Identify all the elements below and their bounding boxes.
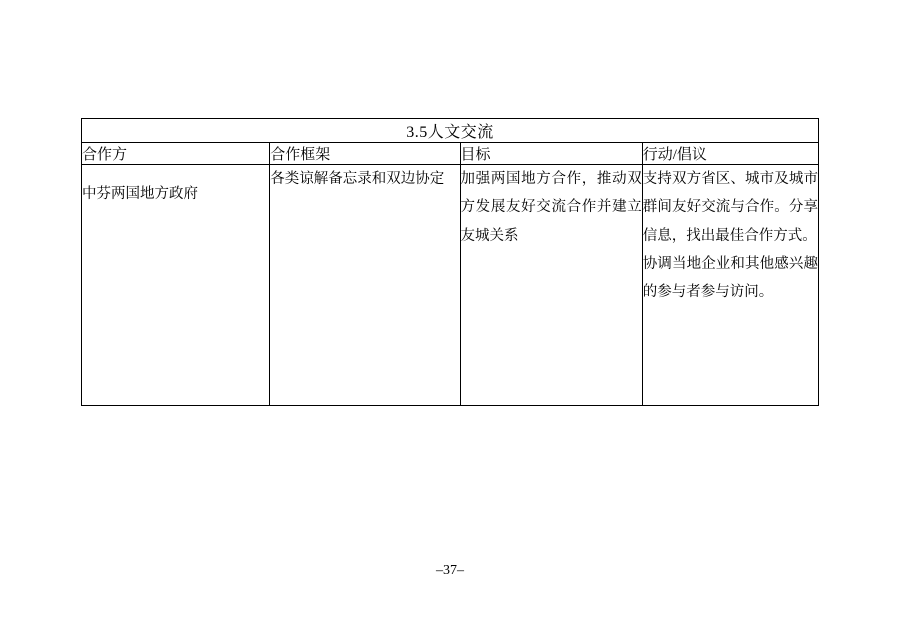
cell-party bbox=[82, 165, 270, 406]
cooperation-table bbox=[81, 118, 819, 406]
cell-actions-paragraph-1: 支持双方省区、城市及城市群间友好交流与合作。分享信息，找出最佳合作方式。 bbox=[642, 171, 818, 244]
cell-party-text: 中芬两国地方政府 bbox=[82, 185, 198, 202]
table-title-row bbox=[82, 119, 819, 143]
table-header-row bbox=[82, 143, 819, 165]
cell-goal bbox=[460, 165, 642, 406]
column-header-goal: 目标 bbox=[460, 143, 642, 165]
cell-actions bbox=[642, 165, 818, 406]
column-header-actions: 行动/倡议 bbox=[642, 143, 818, 165]
column-header-party: 合作方 bbox=[82, 143, 270, 165]
table-title: 3.5人文交流 bbox=[82, 119, 819, 143]
page-number: –37– bbox=[436, 563, 464, 578]
cell-actions-paragraph-2: 协调当地企业和其他感兴趣的参与者参与访问。 bbox=[642, 255, 818, 301]
cell-goal-text: 加强两国地方合作，推动双方发展友好交流合作并建立友城关系 bbox=[460, 171, 642, 244]
cell-framework bbox=[270, 165, 460, 406]
cell-framework-text: 各类谅解备忘录和双边协定 bbox=[270, 171, 445, 187]
column-header-framework: 合作框架 bbox=[270, 143, 460, 165]
table-row bbox=[82, 165, 819, 406]
